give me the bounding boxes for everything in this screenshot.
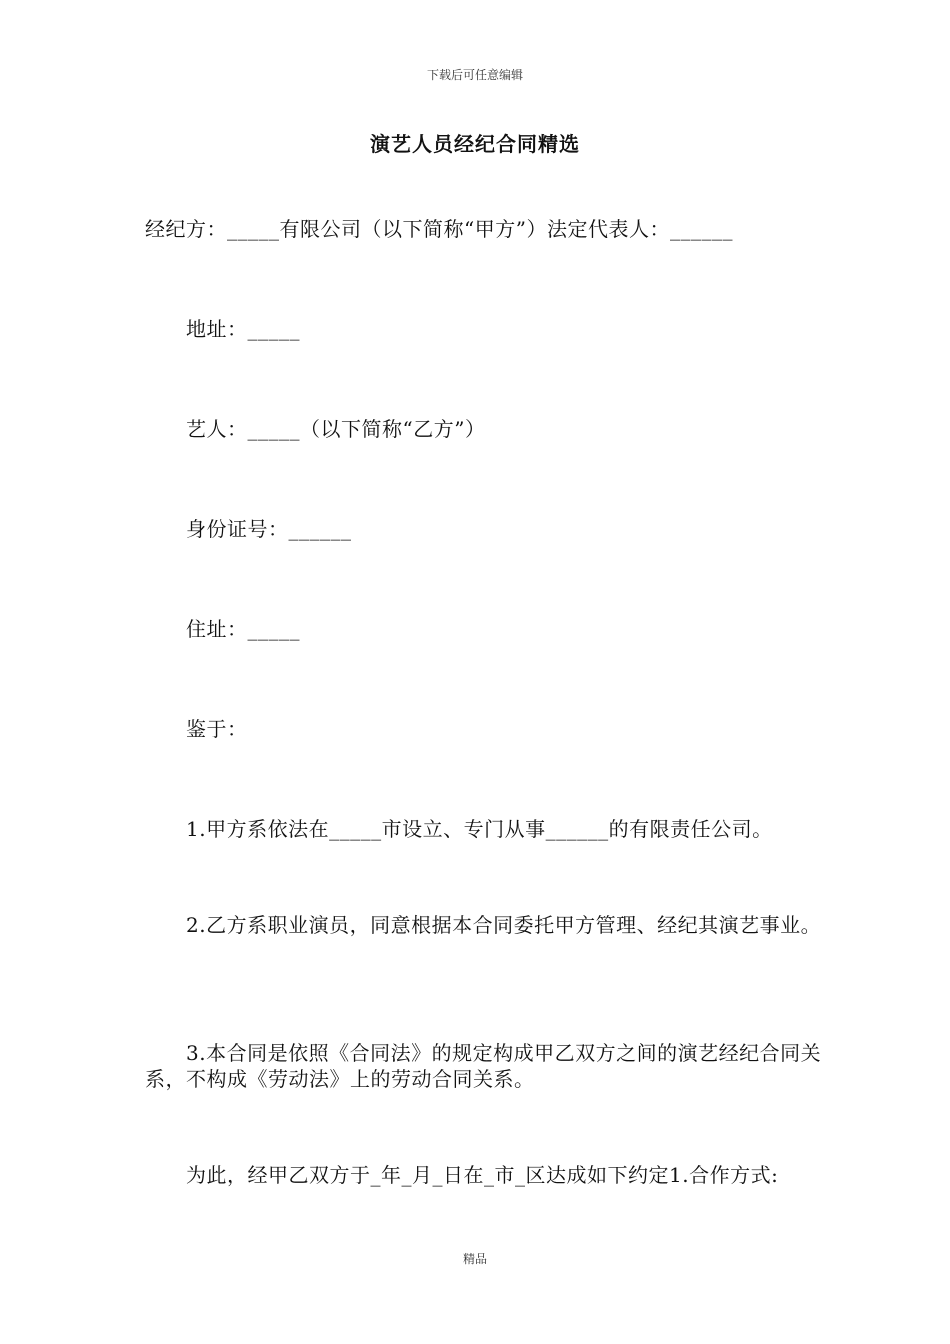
- paragraph-id-number: 身份证号：______: [145, 517, 352, 541]
- footer-note: 精品: [462, 1252, 487, 1266]
- paragraph-address: 地址：_____: [145, 317, 300, 341]
- paragraph-clause-3: 3.本合同是依照《合同法》的规定构成甲乙双方之间的演艺经纪合同关系，不构成《劳动法》上的劳动合同关系。: [145, 1041, 822, 1091]
- paragraph-clause-1: 1.甲方系依法在_____市设立、专门从事______的有限责任公司。: [145, 817, 773, 841]
- document-title: 演艺人员经纪合同精选: [370, 132, 580, 156]
- header-note: 下载后可任意编辑: [426, 68, 523, 82]
- paragraph-whereas: 鉴于：: [145, 717, 248, 741]
- paragraph-residence: 住址：_____: [145, 617, 300, 641]
- paragraph-artist: 艺人：_____（以下简称“乙方”）: [145, 417, 486, 441]
- paragraph-clause-2: 2.乙方系职业演员，同意根据本合同委托甲方管理、经纪其演艺事业。: [145, 913, 822, 937]
- paragraph-agreement: 为此，经甲乙双方于_年_月_日在_市_区达成如下约定1.合作方式:: [145, 1163, 779, 1187]
- paragraph-agent: 经纪方：_____有限公司（以下简称“甲方”）法定代表人：______: [145, 217, 733, 241]
